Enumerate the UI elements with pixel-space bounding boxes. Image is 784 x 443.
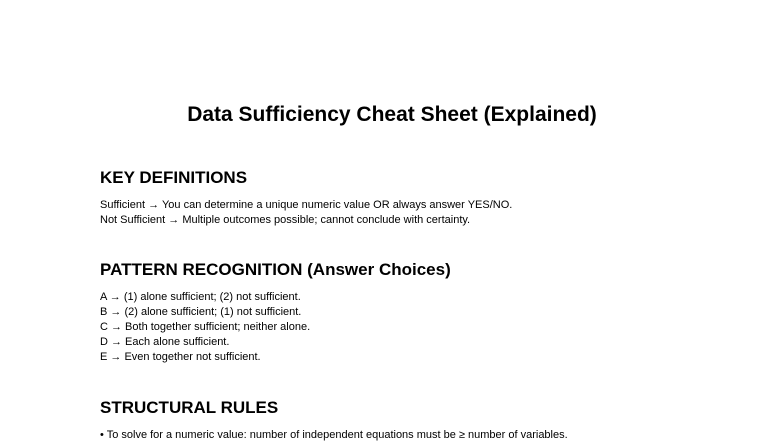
- rule-line: • To solve for a numeric value: number of independent equations must be ≥ number of variables.: [100, 429, 568, 441]
- answer-choice-line: E → Even together not sufficient.: [100, 351, 261, 363]
- section-key-definitions: [100, 167, 750, 228]
- answer-choice-line: C → Both together sufficient; neither alone.: [100, 321, 311, 333]
- answer-choice-line: A → (1) alone sufficient; (2) not sufficient.: [100, 291, 301, 303]
- page-title: Data Sufficiency Cheat Sheet (Explained): [187, 103, 597, 126]
- section-body: [100, 198, 750, 228]
- section-heading: STRUCTURAL RULES: [100, 398, 279, 417]
- definition-line: Not Sufficient → Multiple outcomes possible; cannot conclude with certainty.: [100, 214, 471, 226]
- section-heading: KEY DEFINITIONS: [100, 168, 248, 187]
- answer-choice-line: D → Each alone sufficient.: [100, 336, 230, 348]
- answer-choice-line: B → (2) alone sufficient; (1) not sufficient.: [100, 306, 302, 318]
- section-body: [100, 290, 750, 365]
- section-structural-rules: [100, 397, 750, 443]
- definition-line: Sufficient → You can determine a unique numeric value OR always answer YES/NO.: [100, 199, 513, 211]
- section-pattern-recognition: [100, 259, 750, 365]
- section-heading: PATTERN RECOGNITION (Answer Choices): [100, 260, 451, 279]
